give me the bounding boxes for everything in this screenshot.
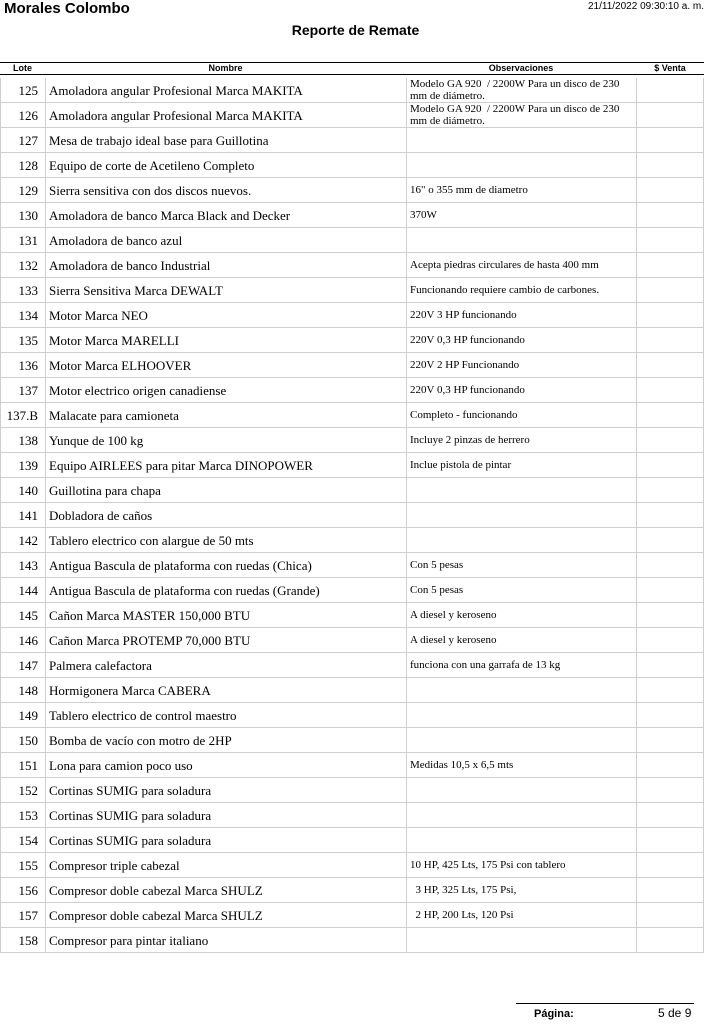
observaciones-cell: A diesel y keroseno (406, 603, 636, 628)
observaciones-cell: Funcionando requiere cambio de carbones. (406, 278, 636, 303)
observaciones-cell: Incluye 2 pinzas de herrero (406, 428, 636, 453)
observaciones-cell (406, 803, 636, 828)
venta-cell (636, 878, 704, 903)
lote-cell: 153 (0, 803, 45, 828)
venta-cell (636, 903, 704, 928)
observaciones-cell: 3 HP, 325 Lts, 175 Psi, (406, 878, 636, 903)
observaciones-cell: Acepta piedras circulares de hasta 400 mm (406, 253, 636, 278)
nombre-cell: Motor Marca MARELLI (45, 328, 406, 353)
column-header-nombre: Nombre (208, 63, 243, 73)
observaciones-cell (406, 728, 636, 753)
lote-cell: 129 (0, 178, 45, 203)
venta-cell (636, 278, 704, 303)
lote-cell: 128 (0, 153, 45, 178)
table-row (0, 478, 704, 503)
observaciones-cell: A diesel y keroseno (406, 628, 636, 653)
observaciones-cell (406, 703, 636, 728)
table-row (0, 928, 704, 953)
venta-cell (636, 603, 704, 628)
lote-cell: 136 (0, 353, 45, 378)
observaciones-cell (406, 528, 636, 553)
observaciones-cell: 220V 2 HP Funcionando (406, 353, 636, 378)
lote-cell: 145 (0, 603, 45, 628)
venta-cell (636, 253, 704, 278)
nombre-cell: Amoladora angular Profesional Marca MAKITA (45, 103, 406, 128)
observaciones-cell: Con 5 pesas (406, 578, 636, 603)
lote-cell: 142 (0, 528, 45, 553)
column-header-venta: $ Venta (654, 63, 686, 73)
lote-cell: 137 (0, 378, 45, 403)
table-row (0, 253, 704, 278)
nombre-cell: Bomba de vacío con motro de 2HP (45, 728, 406, 753)
venta-cell (636, 303, 704, 328)
auction-table (0, 78, 704, 953)
venta-cell (636, 353, 704, 378)
observaciones-cell: 16" o 355 mm de diametro (406, 178, 636, 203)
table-row (0, 653, 704, 678)
venta-cell (636, 228, 704, 253)
observaciones-cell: 370W (406, 203, 636, 228)
venta-cell (636, 678, 704, 703)
lote-cell: 152 (0, 778, 45, 803)
nombre-cell: Cortinas SUMIG para soladura (45, 778, 406, 803)
lote-cell: 126 (0, 103, 45, 128)
table-row (0, 353, 704, 378)
nombre-cell: Dobladora de caños (45, 503, 406, 528)
nombre-cell: Lona para camion poco uso (45, 753, 406, 778)
table-row (0, 303, 704, 328)
table-row (0, 628, 704, 653)
observaciones-cell: Completo - funcionando (406, 403, 636, 428)
table-row (0, 828, 704, 853)
observaciones-cell (406, 478, 636, 503)
nombre-cell: Compresor doble cabezal Marca SHULZ (45, 903, 406, 928)
venta-cell (636, 403, 704, 428)
venta-cell (636, 378, 704, 403)
nombre-cell: Cortinas SUMIG para soladura (45, 803, 406, 828)
lote-cell: 157 (0, 903, 45, 928)
venta-cell (636, 178, 704, 203)
lote-cell: 141 (0, 503, 45, 528)
observaciones-cell: Con 5 pesas (406, 553, 636, 578)
lote-cell: 144 (0, 578, 45, 603)
lote-cell: 150 (0, 728, 45, 753)
table-row (0, 78, 704, 103)
lote-cell: 146 (0, 628, 45, 653)
observaciones-cell: Medidas 10,5 x 6,5 mts (406, 753, 636, 778)
table-row (0, 228, 704, 253)
column-header-observaciones: Observaciones (488, 63, 554, 73)
lote-cell: 132 (0, 253, 45, 278)
nombre-cell: Antigua Bascula de plataforma con ruedas (Grande) (45, 578, 406, 603)
nombre-cell: Motor electrico origen canadiense (45, 378, 406, 403)
venta-cell (636, 853, 704, 878)
nombre-cell: Amoladora de banco azul (45, 228, 406, 253)
nombre-cell: Motor Marca NEO (45, 303, 406, 328)
nombre-cell: Amoladora angular Profesional Marca MAKITA (45, 78, 406, 103)
nombre-cell: Yunque de 100 kg (45, 428, 406, 453)
venta-cell (636, 328, 704, 353)
table-row (0, 203, 704, 228)
lote-cell: 143 (0, 553, 45, 578)
report-datetime: 21/11/2022 09:30:10 a. m. (587, 1, 704, 12)
lote-cell: 155 (0, 853, 45, 878)
table-row (0, 128, 704, 153)
nombre-cell: Sierra Sensitiva Marca DEWALT (45, 278, 406, 303)
lote-cell: 147 (0, 653, 45, 678)
venta-cell (636, 578, 704, 603)
venta-cell (636, 553, 704, 578)
table-row (0, 453, 704, 478)
table-row (0, 803, 704, 828)
nombre-cell: Guillotina para chapa (45, 478, 406, 503)
lote-cell: 148 (0, 678, 45, 703)
table-row (0, 678, 704, 703)
lote-cell: 130 (0, 203, 45, 228)
observaciones-cell: 2 HP, 200 Lts, 120 Psi (406, 903, 636, 928)
lote-cell: 151 (0, 753, 45, 778)
lote-cell: 156 (0, 878, 45, 903)
nombre-cell: Motor Marca ELHOOVER (45, 353, 406, 378)
table-row (0, 703, 704, 728)
venta-cell (636, 453, 704, 478)
table-row (0, 603, 704, 628)
venta-cell (636, 503, 704, 528)
page-label: Página: (534, 1008, 574, 1020)
table-row (0, 753, 704, 778)
table-row (0, 328, 704, 353)
lote-cell: 149 (0, 703, 45, 728)
header-bottom-rule (0, 74, 704, 75)
company-name: Morales Colombo (4, 0, 130, 17)
table-row (0, 853, 704, 878)
lote-cell: 131 (0, 228, 45, 253)
table-row (0, 878, 704, 903)
observaciones-cell: 220V 0,3 HP funcionando (406, 378, 636, 403)
venta-cell (636, 653, 704, 678)
table-row (0, 528, 704, 553)
lote-cell: 127 (0, 128, 45, 153)
table-row (0, 103, 704, 128)
nombre-cell: Compresor doble cabezal Marca SHULZ (45, 878, 406, 903)
lote-cell: 135 (0, 328, 45, 353)
column-header-lote: Lote (13, 63, 32, 73)
venta-cell (636, 828, 704, 853)
nombre-cell: Mesa de trabajo ideal base para Guillotina (45, 128, 406, 153)
venta-cell (636, 628, 704, 653)
nombre-cell: Compresor triple cabezal (45, 853, 406, 878)
nombre-cell: Equipo AIRLEES para pitar Marca DINOPOWER (45, 453, 406, 478)
nombre-cell: Malacate para camioneta (45, 403, 406, 428)
nombre-cell: Antigua Bascula de plataforma con ruedas (Chica) (45, 553, 406, 578)
venta-cell (636, 478, 704, 503)
table-row (0, 903, 704, 928)
nombre-cell: Hormigonera Marca CABERA (45, 678, 406, 703)
venta-cell (636, 78, 704, 103)
nombre-cell: Tablero electrico con alargue de 50 mts (45, 528, 406, 553)
observaciones-cell: funciona con una garrafa de 13 kg (406, 653, 636, 678)
venta-cell (636, 928, 704, 953)
observaciones-cell: 220V 3 HP funcionando (406, 303, 636, 328)
nombre-cell: Compresor para pintar italiano (45, 928, 406, 953)
table-row (0, 378, 704, 403)
nombre-cell: Equipo de corte de Acetileno Completo (45, 153, 406, 178)
venta-cell (636, 153, 704, 178)
venta-cell (636, 803, 704, 828)
observaciones-cell (406, 503, 636, 528)
venta-cell (636, 428, 704, 453)
venta-cell (636, 703, 704, 728)
lote-cell: 154 (0, 828, 45, 853)
lote-cell: 139 (0, 453, 45, 478)
lote-cell: 137.B (0, 403, 45, 428)
observaciones-cell (406, 128, 636, 153)
nombre-cell: Cortinas SUMIG para soladura (45, 828, 406, 853)
nombre-cell: Sierra sensitiva con dos discos nuevos. (45, 178, 406, 203)
lote-cell: 125 (0, 78, 45, 103)
nombre-cell: Tablero electrico de control maestro (45, 703, 406, 728)
table-row (0, 728, 704, 753)
page-number: 5 de 9 (658, 1006, 692, 1020)
table-row (0, 553, 704, 578)
lote-cell: 138 (0, 428, 45, 453)
observaciones-cell (406, 778, 636, 803)
venta-cell (636, 203, 704, 228)
venta-cell (636, 528, 704, 553)
observaciones-cell: 10 HP, 425 Lts, 175 Psi con tablero (406, 853, 636, 878)
venta-cell (636, 753, 704, 778)
lote-cell: 158 (0, 928, 45, 953)
observaciones-cell (406, 153, 636, 178)
table-row (0, 278, 704, 303)
table-row (0, 403, 704, 428)
footer-rule (516, 1003, 694, 1004)
table-row (0, 178, 704, 203)
observaciones-cell: Modelo GA 920 / 2200W Para un disco de 230 mm de diámetro. (406, 103, 636, 128)
nombre-cell: Palmera calefactora (45, 653, 406, 678)
observaciones-cell: Modelo GA 920 / 2200W Para un disco de 230 mm de diámetro. (406, 78, 636, 103)
table-row (0, 778, 704, 803)
table-row (0, 153, 704, 178)
nombre-cell: Amoladora de banco Industrial (45, 253, 406, 278)
lote-cell: 134 (0, 303, 45, 328)
nombre-cell: Cañon Marca MASTER 150,000 BTU (45, 603, 406, 628)
table-row (0, 428, 704, 453)
nombre-cell: Cañon Marca PROTEMP 70,000 BTU (45, 628, 406, 653)
table-row (0, 578, 704, 603)
report-title: Reporte de Remate (291, 22, 420, 38)
venta-cell (636, 778, 704, 803)
table-row (0, 503, 704, 528)
venta-cell (636, 103, 704, 128)
observaciones-cell (406, 828, 636, 853)
observaciones-cell: Inclue pistola de pintar (406, 453, 636, 478)
lote-cell: 140 (0, 478, 45, 503)
venta-cell (636, 128, 704, 153)
lote-cell: 133 (0, 278, 45, 303)
venta-cell (636, 728, 704, 753)
nombre-cell: Amoladora de banco Marca Black and Decker (45, 203, 406, 228)
observaciones-cell: 220V 0,3 HP funcionando (406, 328, 636, 353)
observaciones-cell (406, 928, 636, 953)
observaciones-cell (406, 228, 636, 253)
observaciones-cell (406, 678, 636, 703)
